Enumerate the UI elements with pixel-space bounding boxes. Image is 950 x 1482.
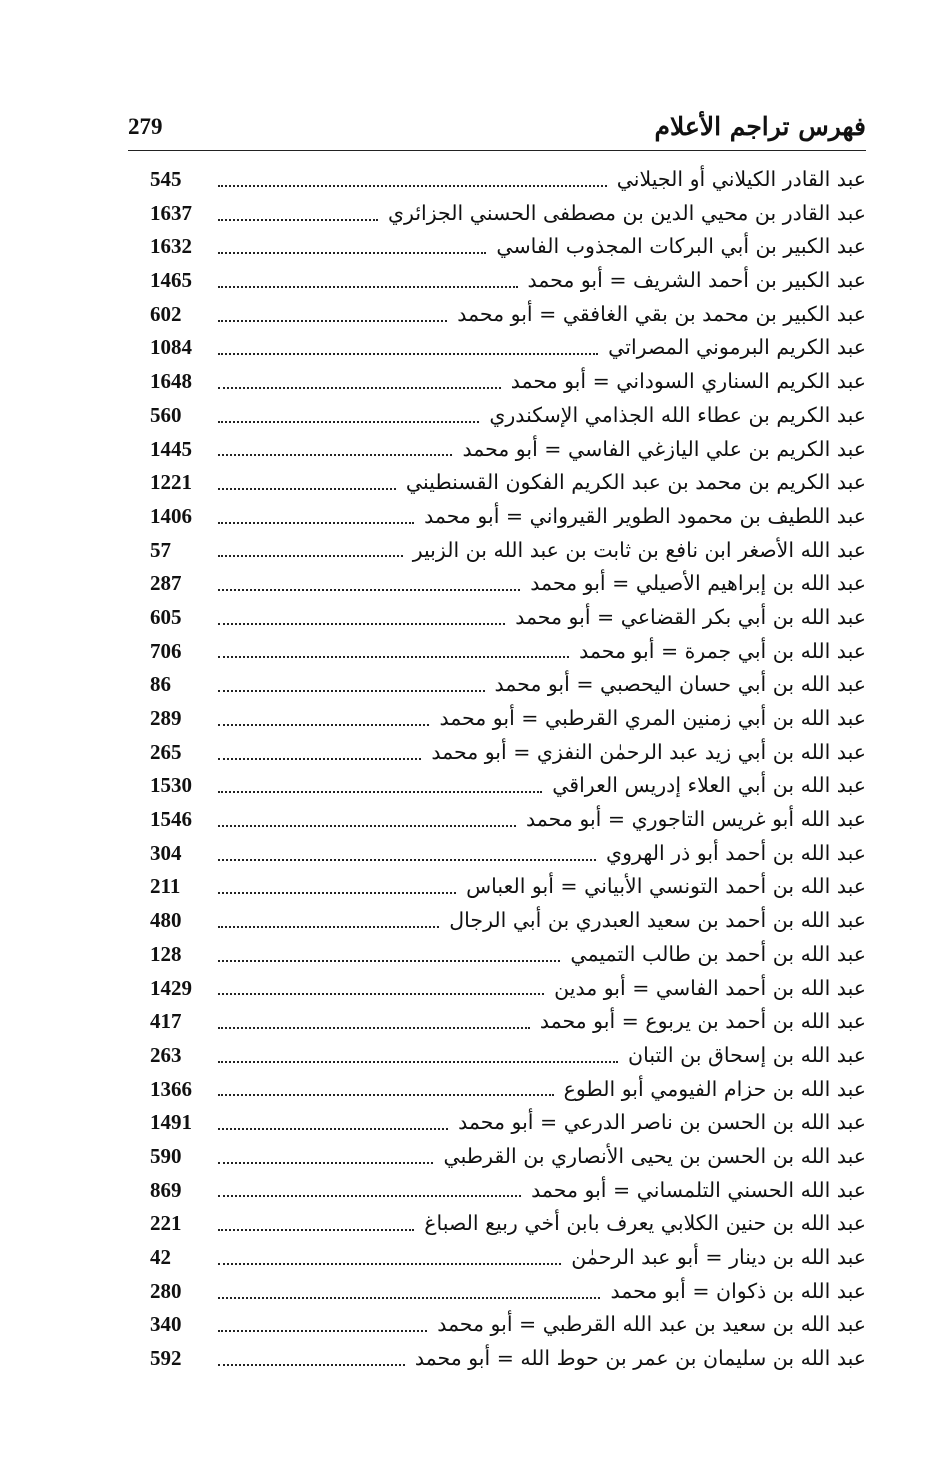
dot-leader xyxy=(218,1162,433,1164)
entry-name: عبد الله بن أبي بكر القضاعي = أبو محمد xyxy=(515,604,866,629)
entry-name: عبد الله الأصغر ابن نافع بن ثابت بن عبد الله بن الزبير xyxy=(412,537,866,562)
index-entry xyxy=(150,230,866,264)
index-entry xyxy=(150,298,866,332)
index-entry xyxy=(150,803,866,837)
entry-page-number: 590 xyxy=(150,1143,182,1168)
entry-page-number: 340 xyxy=(150,1312,182,1337)
entry-page-number: 869 xyxy=(150,1177,182,1202)
dot-leader xyxy=(218,1061,618,1063)
entry-page-number: 706 xyxy=(150,638,182,663)
dot-leader xyxy=(218,219,378,221)
index-entry xyxy=(150,500,866,534)
entry-name: عبد الله بن أحمد التونسي الأبياني = أبو العباس xyxy=(466,874,866,899)
dot-leader xyxy=(218,1195,521,1197)
entry-name: عبد الكبير بن محمد بن بقي الغافقي = أبو محمد xyxy=(457,301,866,326)
entry-name: عبد الكريم بن عطاء الله الجذامي الإسكندري xyxy=(489,402,866,427)
entry-name: عبد الله بن سليمان بن عمر بن حوط الله = أبو محمد xyxy=(414,1346,866,1371)
index-entry xyxy=(150,331,866,365)
dot-leader xyxy=(218,926,439,928)
entry-page-number: 1491 xyxy=(150,1110,192,1135)
index-entry xyxy=(150,1106,866,1140)
dot-leader xyxy=(218,892,456,894)
dot-leader xyxy=(218,656,569,658)
entry-page-number: 545 xyxy=(150,167,182,191)
entry-name: عبد الكبير بن أبي البركات المجذوب الفاسي xyxy=(496,234,866,259)
entry-page-number: 1530 xyxy=(150,773,192,798)
entry-page-number: 417 xyxy=(150,1009,182,1034)
entry-page-number: 1648 xyxy=(150,369,192,394)
dot-leader xyxy=(218,859,596,861)
entry-name: عبد الله بن أحمد بن طالب التميمي xyxy=(570,941,866,966)
entry-name: عبد القادر بن محيي الدين بن مصطفى الحسني الجزائري xyxy=(387,200,866,225)
index-entry xyxy=(150,567,866,601)
index-entry xyxy=(150,264,866,298)
dot-leader xyxy=(218,1330,427,1332)
entry-page-number: 1429 xyxy=(150,975,192,1000)
entry-name: عبد الله بن أبي زيد عبد الرحمٰن النفزي = أبو محمد xyxy=(431,739,866,764)
index-entry xyxy=(150,769,866,803)
entry-page-number: 1366 xyxy=(150,1076,192,1101)
dot-leader xyxy=(218,320,447,322)
dot-leader xyxy=(218,488,396,490)
entry-page-number: 1632 xyxy=(150,234,192,259)
entry-page-number: 602 xyxy=(150,301,182,326)
index-title: فهرس تراجم الأعلام xyxy=(654,112,866,141)
entry-page-number: 221 xyxy=(150,1211,182,1236)
entry-name: عبد الله بن أبي جمرة = أبو محمد xyxy=(579,638,866,663)
dot-leader xyxy=(218,387,501,389)
entry-name: عبد الله بن الحسن بن ناصر الدرعي = أبو محمد xyxy=(458,1110,866,1135)
entry-name: عبد الله الحسني التلمساني = أبو محمد xyxy=(531,1177,866,1202)
entry-page-number: 1637 xyxy=(150,200,192,225)
entry-name: عبد الله بن أحمد بن سعيد العبدري بن أبي الرجال xyxy=(449,908,866,933)
index-entry xyxy=(150,1241,866,1275)
running-header xyxy=(128,108,866,151)
dot-leader xyxy=(218,1094,554,1096)
dot-leader xyxy=(218,252,486,254)
dot-leader xyxy=(218,421,479,423)
index-entry xyxy=(150,1275,866,1309)
dot-leader xyxy=(218,185,607,187)
dot-leader xyxy=(218,522,414,524)
entry-page-number: 1546 xyxy=(150,807,192,832)
dot-leader xyxy=(218,724,429,726)
entry-name: عبد الكريم السناري السوداني = أبو محمد xyxy=(510,369,866,394)
entry-name: عبد الكريم البرموني المصراتي xyxy=(608,335,866,360)
index-entry xyxy=(150,1005,866,1039)
dot-leader xyxy=(218,1364,405,1366)
entry-name: عبد الله بن أبي زمنين المري القرطبي = أبو محمد xyxy=(439,706,866,730)
index-entry xyxy=(150,433,866,467)
entry-name: عبد الله بن أحمد الفاسي = أبو مدين xyxy=(554,975,866,1000)
entry-name: عبد القادر الكيلاني أو الجيلاني xyxy=(616,167,866,191)
dot-leader xyxy=(218,353,598,355)
index-entry xyxy=(150,365,866,399)
entry-page-number: 1445 xyxy=(150,436,192,461)
entry-name: عبد الله بن إسحاق بن التبان xyxy=(628,1042,866,1067)
entry-name: عبد الله بن أحمد بن يربوع = أبو محمد xyxy=(539,1009,866,1034)
index-entry xyxy=(150,534,866,568)
entry-page-number: 280 xyxy=(150,1278,182,1303)
dot-leader xyxy=(218,791,542,793)
entry-page-number: 57 xyxy=(150,537,171,562)
index-entry xyxy=(150,1207,866,1241)
entry-name: عبد الله بن أبي حسان اليحصبي = أبو محمد xyxy=(494,672,866,697)
index-entry xyxy=(150,1308,866,1342)
dot-leader xyxy=(218,454,452,456)
entry-page-number: 287 xyxy=(150,571,182,596)
entry-page-number: 1084 xyxy=(150,335,192,360)
index-entry xyxy=(150,668,866,702)
index-entry xyxy=(150,736,866,770)
dot-leader xyxy=(218,555,403,557)
page-number: 279 xyxy=(128,114,163,139)
entry-page-number: 1406 xyxy=(150,503,192,528)
dot-leader xyxy=(218,1297,600,1299)
index-entry xyxy=(150,1342,866,1376)
dot-leader xyxy=(218,825,516,827)
index-entry xyxy=(150,601,866,635)
index-entry xyxy=(150,635,866,669)
dot-leader xyxy=(218,623,505,625)
dot-leader xyxy=(218,1128,448,1130)
entry-name: عبد الله بن سعيد بن عبد الله القرطبي = أبو محمد xyxy=(437,1312,866,1337)
entry-name: عبد الله بن الحسن بن يحيى الأنصاري بن القرطبي xyxy=(443,1143,866,1168)
biography-index-list xyxy=(150,163,866,1376)
entry-page-number: 560 xyxy=(150,402,182,427)
index-entry xyxy=(150,1140,866,1174)
dot-leader xyxy=(218,1027,530,1029)
entry-name: عبد الكريم بن محمد بن عبد الكريم الفكون القسنطيني xyxy=(405,470,866,495)
entry-page-number: 211 xyxy=(150,874,181,899)
entry-name: عبد الكبير بن أحمد الشريف = أبو محمد xyxy=(527,268,866,293)
entry-page-number: 1465 xyxy=(150,268,192,293)
entry-name: عبد الله بن ذكوان = أبو محمد xyxy=(610,1278,866,1303)
dot-leader xyxy=(218,758,421,760)
dot-leader xyxy=(218,993,544,995)
dot-leader xyxy=(218,286,518,288)
index-entry xyxy=(150,938,866,972)
index-entry xyxy=(150,466,866,500)
index-entry xyxy=(150,904,866,938)
dot-leader xyxy=(218,960,560,962)
entry-page-number: 480 xyxy=(150,908,182,933)
entry-page-number: 128 xyxy=(150,941,182,966)
entry-page-number: 304 xyxy=(150,840,182,865)
entry-page-number: 86 xyxy=(150,672,171,697)
entry-name: عبد الله بن حنين الكلابي يعرف بابن أخي ربيع الصباغ xyxy=(424,1211,866,1236)
entry-name: عبد اللطيف بن محمود الطوير القيرواني = أبو محمد xyxy=(424,503,866,528)
index-entry xyxy=(150,1174,866,1208)
entry-name: عبد الله بن أبي العلاء إدريس العراقي xyxy=(552,773,866,798)
dot-leader xyxy=(218,589,520,591)
dot-leader xyxy=(218,690,485,692)
entry-name: عبد الكريم بن علي اليازغي الفاسي = أبو محمد xyxy=(462,436,866,461)
index-entry xyxy=(150,837,866,871)
entry-name: عبد الله بن دينار = أبو عبد الرحمٰن xyxy=(571,1245,866,1269)
index-entry xyxy=(150,972,866,1006)
dot-leader xyxy=(218,1263,561,1265)
entry-name: عبد الله بن إبراهيم الأصيلي = أبو محمد xyxy=(530,571,866,596)
entry-name: عبد الله بن حزام الفيومي أبو الطوع xyxy=(563,1076,866,1101)
index-entry xyxy=(150,399,866,433)
entry-page-number: 42 xyxy=(150,1245,171,1269)
index-entry xyxy=(150,702,866,736)
index-entry xyxy=(150,197,866,231)
entry-name: عبد الله أبو غريس التاجوري = أبو محمد xyxy=(526,807,866,832)
index-entry xyxy=(150,870,866,904)
index-entry xyxy=(150,163,866,197)
entry-page-number: 605 xyxy=(150,604,182,629)
entry-page-number: 289 xyxy=(150,706,182,730)
entry-page-number: 592 xyxy=(150,1346,182,1371)
dot-leader xyxy=(218,1229,414,1231)
entry-name: عبد الله بن أحمد أبو ذر الهروي xyxy=(606,840,866,865)
entry-page-number: 263 xyxy=(150,1042,182,1067)
index-entry xyxy=(150,1073,866,1107)
entry-page-number: 1221 xyxy=(150,470,192,495)
entry-page-number: 265 xyxy=(150,739,182,764)
index-entry xyxy=(150,1039,866,1073)
